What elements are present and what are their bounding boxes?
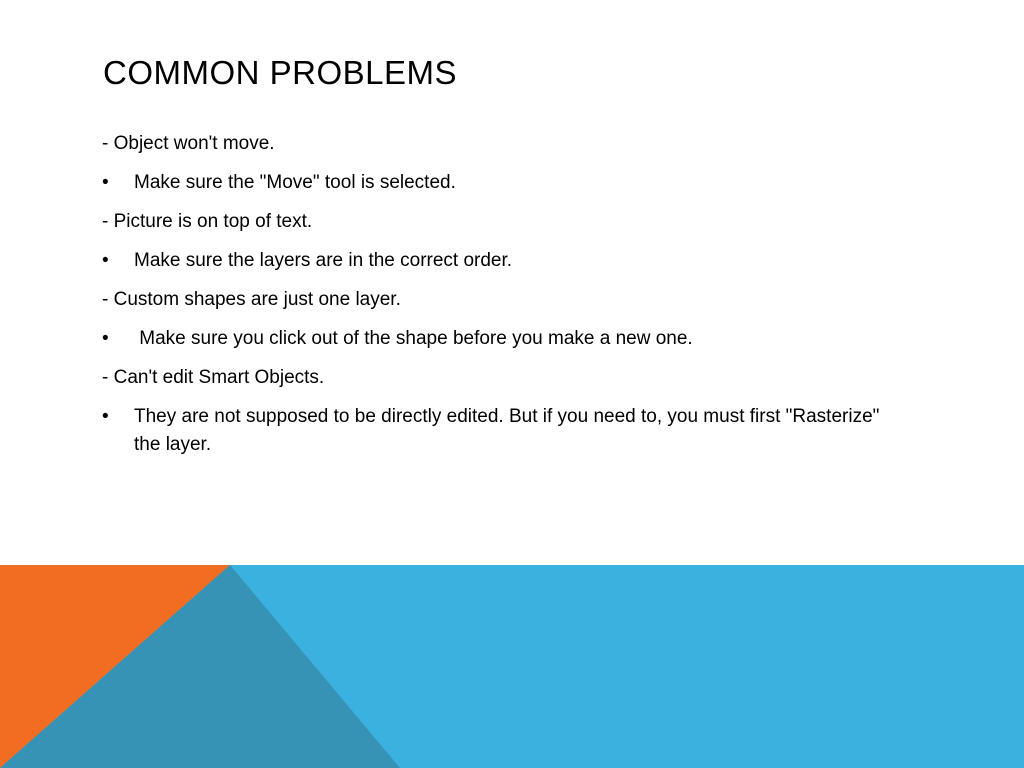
bullet-text: Make sure the layers are in the correct order. — [134, 250, 513, 271]
bullet-marker: • — [102, 328, 109, 349]
solution-rasterize — [102, 403, 902, 459]
problem-picture-on-top: - Picture is on top of text. — [102, 211, 313, 232]
bullet-text: Make sure the "Move" tool is selected. — [134, 172, 456, 193]
problem-custom-shapes: - Custom shapes are just one layer. — [102, 289, 401, 310]
bullet-marker: • — [102, 250, 109, 271]
slide-body — [102, 130, 902, 470]
solution-move-tool — [102, 169, 902, 197]
bullet-text: Make sure you click out of the shape before you make a new one. — [134, 328, 693, 349]
bullet-text: They are not supposed to be directly edited. But if you need to, you must first "Rasterize" the layer. — [134, 406, 880, 455]
solution-layer-order — [102, 247, 902, 275]
bullet-marker: • — [102, 406, 109, 427]
problem-object-wont-move: - Object won't move. — [102, 133, 275, 154]
decorative-background-shapes — [0, 565, 1024, 768]
bullet-marker: • — [102, 172, 109, 193]
solution-click-out — [102, 325, 902, 353]
problem-smart-objects: - Can't edit Smart Objects. — [102, 367, 325, 388]
slide-title: COMMON PROBLEMS — [103, 54, 458, 91]
